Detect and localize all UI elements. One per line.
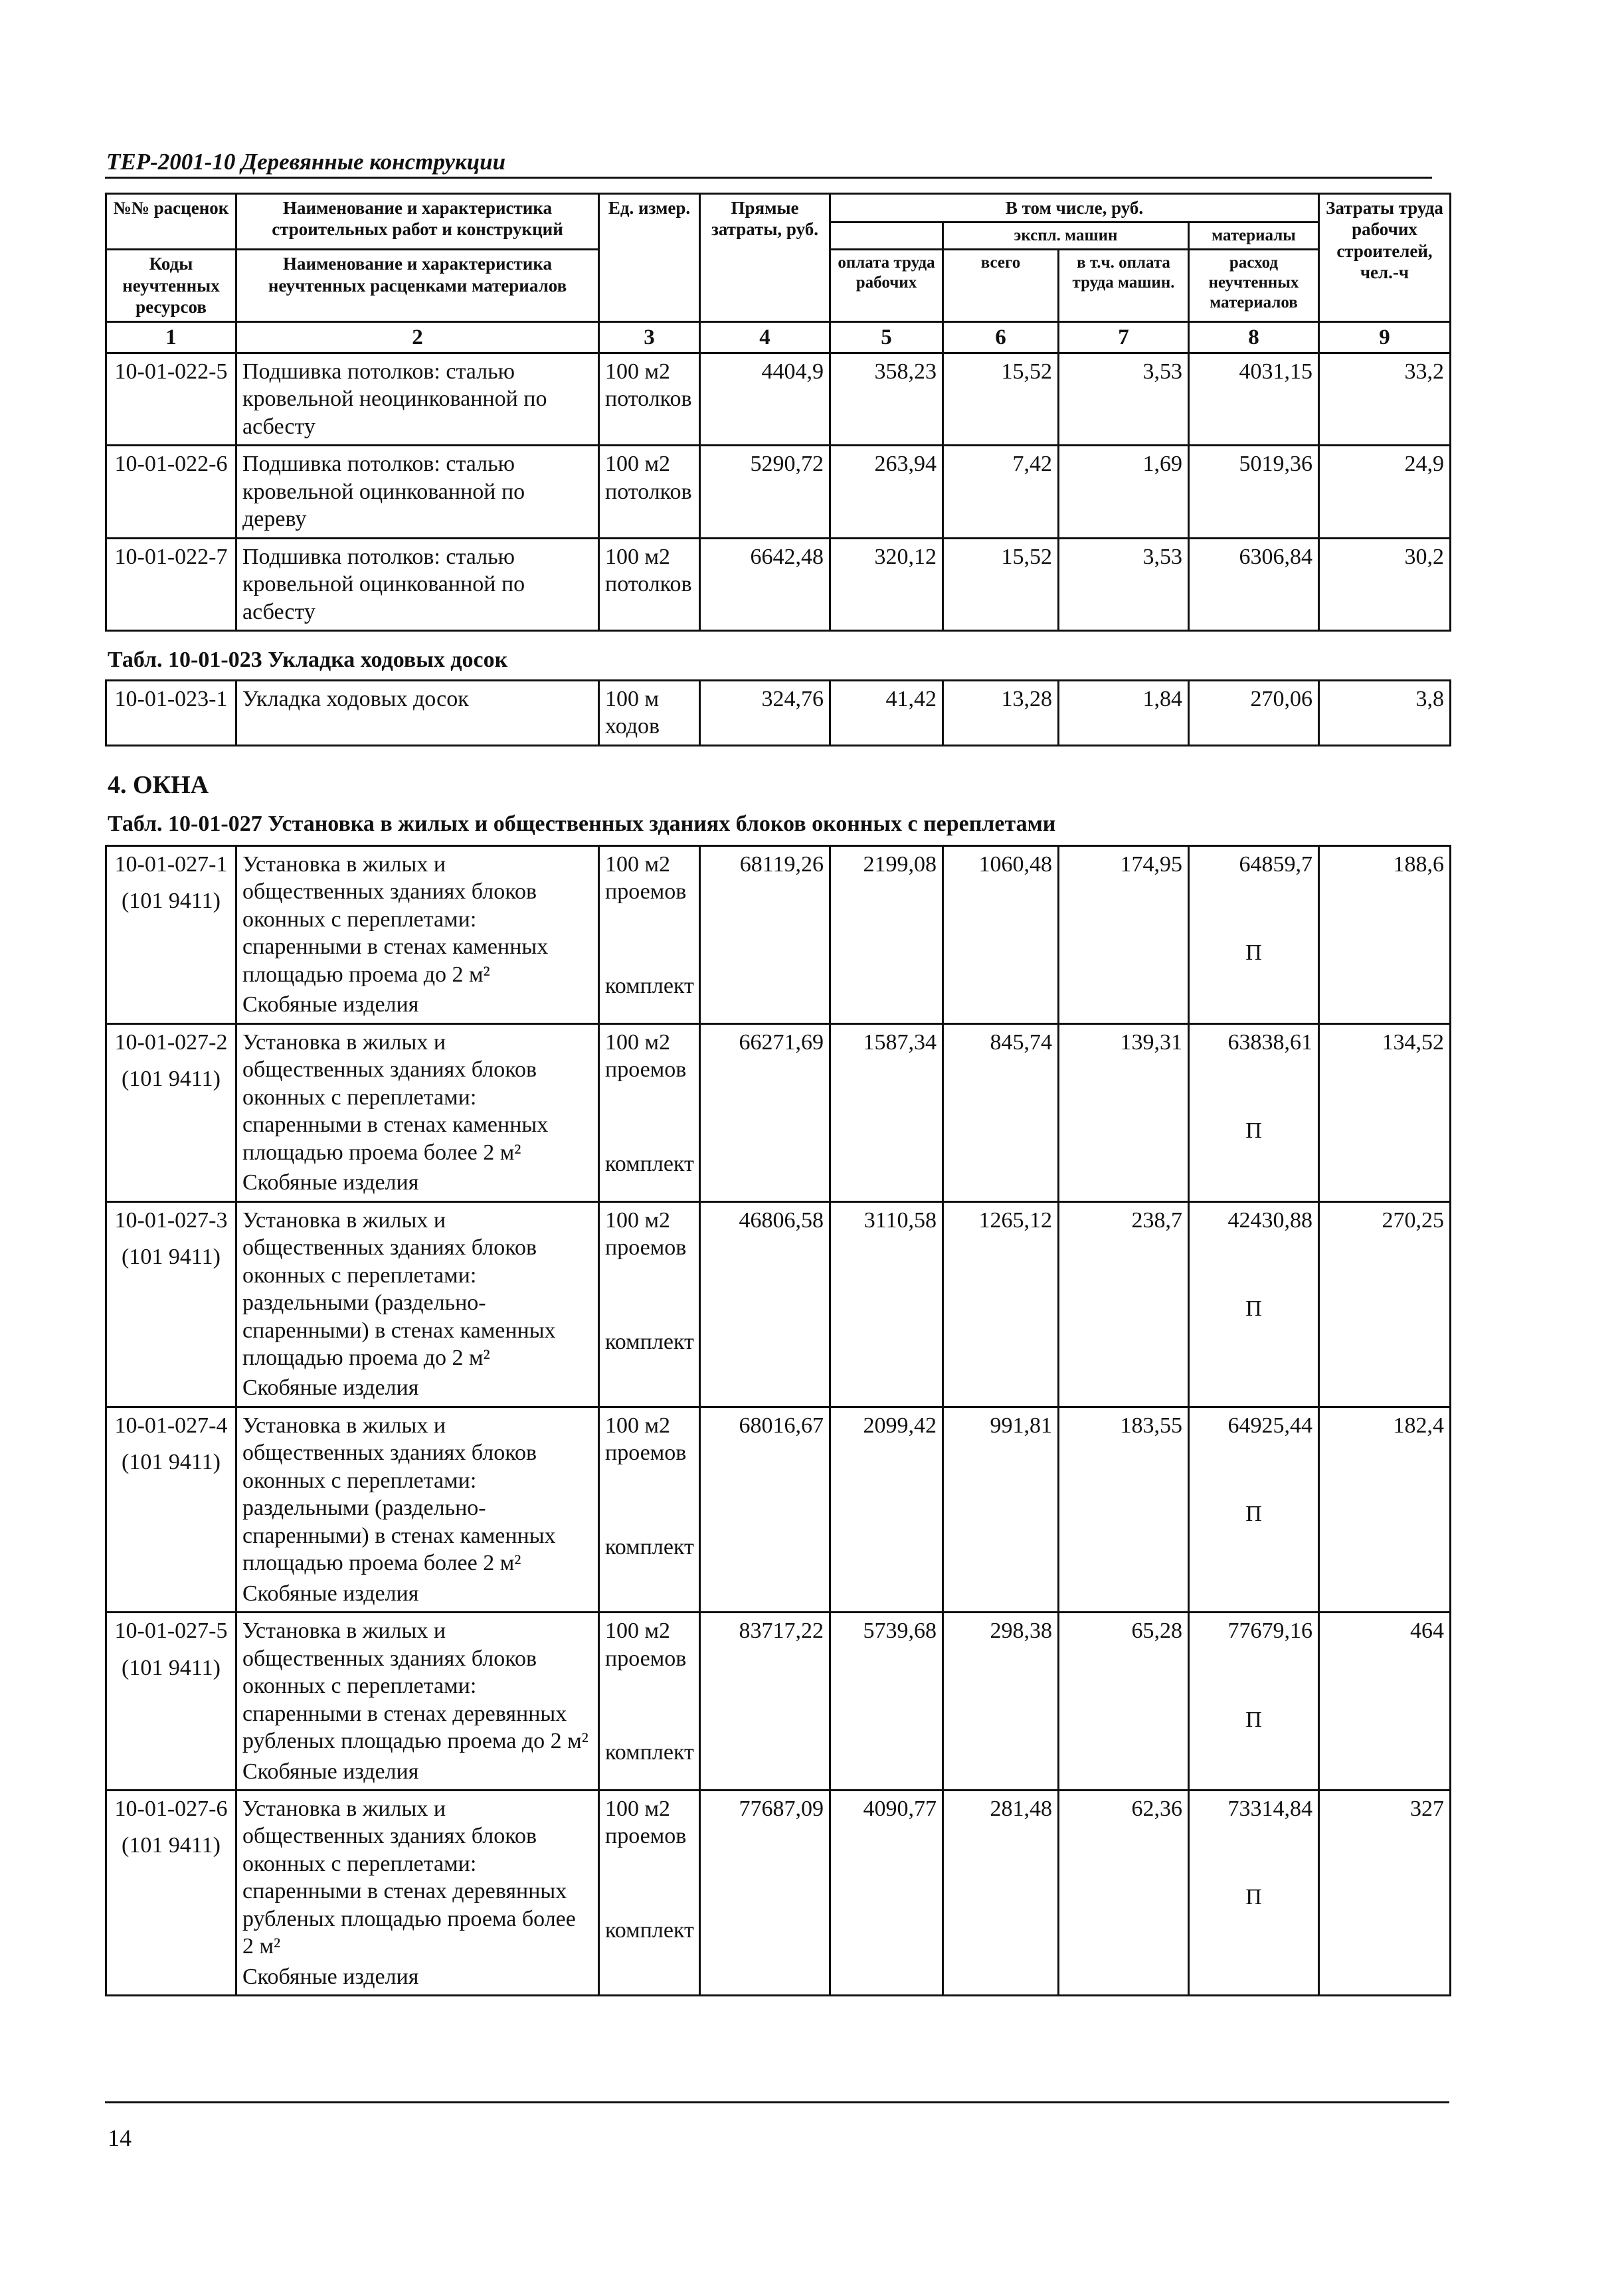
resource-mark: П [1245, 1502, 1262, 1527]
table2-body [106, 681, 1451, 746]
machine-total: 7,42 [943, 446, 1059, 538]
rates-table-10-01-027 [105, 845, 1451, 1996]
materials [1189, 1407, 1319, 1612]
labor-wage-value: 2099,42 [863, 1413, 937, 1438]
machine-wage-value: 65,28 [1131, 1619, 1182, 1644]
resource-name: Скобяные изделия [242, 1170, 419, 1195]
table-row [106, 1613, 1451, 1791]
running-header: ТЕР-2001-10 Деревянные конструкции [106, 149, 506, 175]
rate-code [106, 1023, 236, 1201]
resource-mark: П [1245, 1118, 1262, 1144]
machine-wage-value: 139,31 [1120, 1029, 1182, 1055]
header-col4: Прямые затраты, руб. [700, 194, 830, 322]
rate-code: 10-01-022-5 [106, 353, 236, 445]
materials-value: 64925,44 [1227, 1413, 1312, 1438]
rate-code [106, 1407, 236, 1612]
header-group: В том числе, руб. [830, 194, 1319, 222]
column-number: 9 [1319, 321, 1451, 353]
rate-code [106, 846, 236, 1024]
labor-wage [830, 1407, 943, 1612]
unit [599, 846, 700, 1024]
unit-value: 100 м2 проемов [605, 1619, 687, 1671]
resource-code: (101 9411) [122, 889, 221, 914]
rate-code-value: 10-01-027-1 [114, 852, 228, 877]
rate-code [106, 1791, 236, 1996]
machine-wage: 1,69 [1059, 446, 1189, 538]
labor-wage: 358,23 [830, 353, 943, 445]
machine-total-value: 991,81 [990, 1413, 1052, 1438]
unit: 100 м ходов [599, 681, 700, 746]
labor-wage-value: 2199,08 [863, 852, 937, 877]
resource-mark: П [1245, 1296, 1262, 1322]
labor-wage-value: 1587,34 [863, 1029, 937, 1055]
work-name [236, 1791, 599, 1996]
unit-value: 100 м2 проемов [605, 1413, 687, 1466]
direct-costs: 4404,9 [700, 353, 830, 445]
labor-wage-value: 5739,68 [863, 1619, 937, 1644]
work-name: Подшивка потолков: сталью кровельной оцинкованной по асбесту [236, 538, 599, 630]
direct-costs: 5290,72 [700, 446, 830, 538]
direct-costs-value: 66271,69 [739, 1029, 824, 1055]
resource-name: Скобяные изделия [242, 1581, 419, 1606]
rate-code-value: 10-01-027-2 [114, 1029, 228, 1055]
resource-code: (101 9411) [122, 1450, 221, 1475]
column-numbers-row [106, 321, 1451, 353]
labor-hours: 30,2 [1319, 538, 1451, 630]
machine-total-value: 281,48 [990, 1797, 1052, 1821]
header-col1-bottom: Коды неучтенных ресурсов [106, 250, 236, 321]
machine-total-value: 1265,12 [978, 1207, 1052, 1233]
unit [599, 1201, 700, 1407]
work-name [236, 1201, 599, 1407]
labor-hours: 33,2 [1319, 353, 1451, 445]
rate-code [106, 1201, 236, 1407]
unit-value: 100 м2 проемов [605, 1207, 687, 1261]
header-col1-top: №№ расценок [106, 194, 236, 250]
labor-wage [830, 1201, 943, 1407]
machine-total [943, 1201, 1059, 1407]
resource-unit: комплект [605, 1151, 694, 1176]
resource-code: (101 9411) [122, 1067, 221, 1092]
table-row [106, 1407, 1451, 1612]
direct-costs [700, 1791, 830, 1996]
work-name-value: Установка в жилых и общественных зданиях блоков оконных с переплетами: спаренными в стенах деревянных рубленых площадью проема более 2 м² [242, 1797, 576, 1959]
labor-wage-value: 4090,77 [863, 1797, 937, 1821]
table-row [106, 1201, 1451, 1407]
work-name [236, 846, 599, 1024]
rate-code [106, 1613, 236, 1791]
header-materials-group: материалы [1189, 222, 1319, 250]
table-row [106, 353, 1451, 445]
machine-total-value: 298,38 [990, 1619, 1052, 1644]
machine-total-value: 1060,48 [978, 852, 1052, 877]
work-name [236, 1407, 599, 1612]
section-title: 4. ОКНА [108, 771, 209, 799]
resource-code: (101 9411) [122, 1245, 221, 1270]
materials-value: 42430,88 [1227, 1207, 1312, 1233]
direct-costs [700, 1613, 830, 1791]
materials-value: 64859,7 [1239, 852, 1312, 877]
labor-hours [1319, 1201, 1451, 1407]
materials-value: 73314,84 [1227, 1797, 1312, 1821]
labor-hours-value: 188,6 [1393, 852, 1444, 877]
materials: 5019,36 [1189, 446, 1319, 538]
machine-wage-value: 183,55 [1120, 1413, 1182, 1438]
unit [599, 1791, 700, 1996]
table-row [106, 538, 1451, 630]
work-name-value: Установка в жилых и общественных зданиях блоков оконных с переплетами: спаренными в стенах каменных площадью проема более 2 м² [242, 1029, 549, 1165]
machine-total: 15,52 [943, 353, 1059, 445]
rate-code: 10-01-022-6 [106, 446, 236, 538]
resource-name: Скобяные изделия [242, 1759, 419, 1784]
materials [1189, 1023, 1319, 1201]
resource-unit: комплект [605, 1917, 694, 1943]
table3-caption: Табл. 10-01-027 Установка в жилых и общественных зданиях блоков оконных с переплетами [108, 812, 1056, 836]
table-row [106, 846, 1451, 1024]
table-row [106, 1791, 1451, 1996]
header-col5: оплата труда рабочих [830, 250, 943, 321]
page-number: 14 [108, 2125, 132, 2151]
labor-hours-value: 464 [1410, 1619, 1444, 1644]
resource-mark: П [1245, 940, 1262, 966]
labor-hours [1319, 846, 1451, 1024]
unit [599, 1407, 700, 1612]
header-col9: Затраты труда рабочих строителей, чел.-ч [1319, 194, 1451, 322]
direct-costs-value: 68119,26 [739, 852, 824, 877]
column-number: 4 [700, 321, 830, 353]
labor-wage: 320,12 [830, 538, 943, 630]
resource-unit: комплект [605, 973, 694, 998]
table3-body [106, 846, 1451, 1996]
labor-hours-value: 327 [1410, 1797, 1444, 1821]
machine-wage [1059, 1023, 1189, 1201]
column-number: 7 [1059, 321, 1189, 353]
materials [1189, 1613, 1319, 1791]
work-name-value: Установка в жилых и общественных зданиях блоков оконных с переплетами: спаренными в стенах деревянных рубленых площадью проема до 2 м² [242, 1619, 588, 1754]
labor-wage: 263,94 [830, 446, 943, 538]
machine-total: 13,28 [943, 681, 1059, 746]
table-row [106, 681, 1451, 746]
direct-costs: 324,76 [700, 681, 830, 746]
machine-total: 15,52 [943, 538, 1059, 630]
column-number: 1 [106, 321, 236, 353]
unit: 100 м2 потолков [599, 446, 700, 538]
table-row [106, 1023, 1451, 1201]
header-col2-top: Наименование и характеристика строительных работ и конструкций [236, 194, 599, 250]
labor-wage-value: 3110,58 [863, 1207, 937, 1233]
rate-code: 10-01-022-7 [106, 538, 236, 630]
resource-unit: комплект [605, 1740, 694, 1765]
machine-wage [1059, 1201, 1189, 1407]
machine-total [943, 1023, 1059, 1201]
labor-hours-value: 182,4 [1393, 1413, 1444, 1438]
labor-wage [830, 1613, 943, 1791]
resource-code: (101 9411) [122, 1655, 221, 1680]
work-name [236, 1023, 599, 1201]
table-header [106, 194, 1451, 322]
direct-costs-value: 77687,09 [739, 1797, 824, 1821]
machine-wage: 1,84 [1059, 681, 1189, 746]
machine-wage [1059, 1613, 1189, 1791]
work-name: Подшивка потолков: сталью кровельной оцинкованной по дереву [236, 446, 599, 538]
labor-hours: 3,8 [1319, 681, 1451, 746]
header-machine-group: экспл. машин [943, 222, 1189, 250]
machine-total-value: 845,74 [990, 1029, 1052, 1055]
header-col8: расход неучтенных материалов [1189, 250, 1319, 321]
unit-value: 100 м2 проемов [605, 1029, 687, 1083]
work-name: Укладка ходовых досок [236, 681, 599, 746]
machine-wage-value: 62,36 [1131, 1797, 1182, 1821]
labor-wage [830, 1023, 943, 1201]
unit-value: 100 м2 проемов [605, 1797, 687, 1849]
machine-wage-value: 174,95 [1120, 852, 1182, 877]
labor-hours [1319, 1407, 1451, 1612]
machine-total [943, 1407, 1059, 1612]
labor-wage [830, 1791, 943, 1996]
rate-code-value: 10-01-027-4 [114, 1413, 228, 1438]
direct-costs [700, 846, 830, 1024]
machine-total [943, 1791, 1059, 1996]
labor-hours: 24,9 [1319, 446, 1451, 538]
labor-hours [1319, 1613, 1451, 1791]
resource-code: (101 9411) [122, 1833, 221, 1858]
rate-code-value: 10-01-027-6 [114, 1797, 228, 1821]
materials-value: 77679,16 [1227, 1619, 1312, 1644]
resource-mark: П [1245, 1885, 1262, 1910]
unit: 100 м2 потолков [599, 538, 700, 630]
direct-costs: 6642,48 [700, 538, 830, 630]
machine-wage: 3,53 [1059, 353, 1189, 445]
rates-table-10-01-022 [105, 193, 1451, 632]
header-col3: Ед. измер. [599, 194, 700, 322]
header-rule [105, 177, 1432, 179]
work-name-value: Установка в жилых и общественных зданиях блоков оконных с переплетами: спаренными в стенах каменных площадью проема до 2 м² [242, 852, 549, 987]
unit [599, 1023, 700, 1201]
table-row [106, 446, 1451, 538]
machine-total [943, 1613, 1059, 1791]
materials [1189, 1201, 1319, 1407]
header-wage-top [830, 222, 943, 250]
resource-unit: комплект [605, 1329, 694, 1354]
unit: 100 м2 потолков [599, 353, 700, 445]
header-col7: в т.ч. оплата труда машин. [1059, 250, 1189, 321]
materials-value: 63838,61 [1227, 1029, 1312, 1055]
direct-costs [700, 1407, 830, 1612]
machine-wage [1059, 846, 1189, 1024]
machine-wage [1059, 1407, 1189, 1612]
work-name [236, 1613, 599, 1791]
direct-costs [700, 1201, 830, 1407]
resource-mark: П [1245, 1707, 1262, 1732]
unit [599, 1613, 700, 1791]
rate-code-value: 10-01-027-3 [114, 1207, 228, 1233]
work-name-value: Установка в жилых и общественных зданиях блоков оконных с переплетами: раздельными (раздельно-спаренными) в стенах каменных площадью проема более 2 м² [242, 1413, 556, 1576]
work-name-value: Установка в жилых и общественных зданиях блоков оконных с переплетами: раздельными (раздельно-спаренными) в стенах каменных площадью проема до 2 м² [242, 1207, 556, 1370]
column-number: 2 [236, 321, 599, 353]
column-number: 8 [1189, 321, 1319, 353]
table2-caption: Табл. 10-01-023 Укладка ходовых досок [108, 648, 508, 672]
direct-costs [700, 1023, 830, 1201]
resource-unit: комплект [605, 1534, 694, 1559]
resource-name: Скобяные изделия [242, 1375, 419, 1401]
header-col2-bottom: Наименование и характеристика неучтенных расценками материалов [236, 250, 599, 321]
table1-body [106, 353, 1451, 630]
labor-hours-value: 270,25 [1382, 1207, 1444, 1233]
labor-hours [1319, 1023, 1451, 1201]
rate-code: 10-01-023-1 [106, 681, 236, 746]
rates-table-10-01-023 [105, 679, 1451, 746]
materials [1189, 846, 1319, 1024]
footer-rule [105, 2101, 1449, 2103]
labor-wage [830, 846, 943, 1024]
resource-name: Скобяные изделия [242, 1964, 419, 1989]
work-name: Подшивка потолков: сталью кровельной неоцинкованной по асбесту [236, 353, 599, 445]
materials: 6306,84 [1189, 538, 1319, 630]
column-number: 5 [830, 321, 943, 353]
direct-costs-value: 68016,67 [739, 1413, 824, 1438]
column-number: 6 [943, 321, 1059, 353]
materials: 4031,15 [1189, 353, 1319, 445]
unit-value: 100 м2 проемов [605, 852, 687, 905]
header-col6: всего [943, 250, 1059, 321]
labor-wage: 41,42 [830, 681, 943, 746]
direct-costs-value: 46806,58 [739, 1207, 824, 1233]
labor-hours-value: 134,52 [1382, 1029, 1444, 1055]
machine-wage [1059, 1791, 1189, 1996]
column-number: 3 [599, 321, 700, 353]
materials: 270,06 [1189, 681, 1319, 746]
labor-hours [1319, 1791, 1451, 1996]
machine-total [943, 846, 1059, 1024]
rate-code-value: 10-01-027-5 [114, 1619, 228, 1644]
machine-wage-value: 238,7 [1131, 1207, 1182, 1233]
resource-name: Скобяные изделия [242, 992, 419, 1017]
direct-costs-value: 83717,22 [739, 1619, 824, 1644]
machine-wage: 3,53 [1059, 538, 1189, 630]
materials [1189, 1791, 1319, 1996]
